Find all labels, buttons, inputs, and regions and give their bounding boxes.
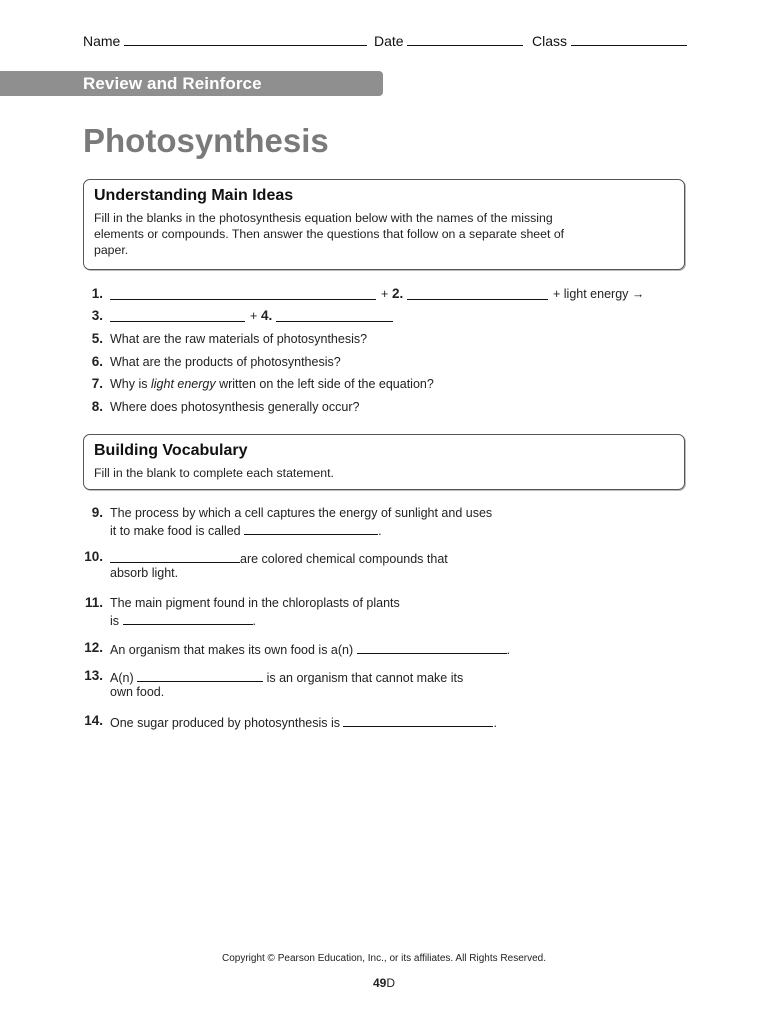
question-text-line-2 [110,521,540,539]
question-number: 9. [91,505,103,520]
question-text-part: are colored chemical compounds that [240,552,448,566]
plus-sign: + [250,309,258,323]
class-field [532,31,687,49]
vocab-item [0,549,768,583]
equation-blank-1[interactable] [110,286,376,300]
main-ideas-instructions: Fill in the blanks in the photosynthesis equation below with the names of the missing elements or compounds. Then answer the questions that follow on a separate sheet of paper. [94,211,565,257]
page-title: Photosynthesis [83,122,329,159]
answer-blank[interactable] [137,668,263,682]
question-number: 1. [91,286,103,301]
vocab-item [0,505,768,539]
question-item [0,376,768,394]
question-text: The process by which a cell captures the energy of sunlight and uses [110,506,493,520]
page-number-suffix: D [386,976,396,990]
answer-blank[interactable] [357,640,507,654]
question-number: 11. [84,595,103,610]
question-number: 4. [261,308,273,323]
vocabulary-instructions: Fill in the blank to complete each statement. [94,466,334,480]
question-number: 8. [91,399,103,414]
question-text-line-2 [110,611,540,629]
period: . [506,643,511,657]
question-text: Where does photosynthesis generally occur? [110,400,360,414]
question-text-line-2: own food. [110,685,165,699]
question-number: 14. [84,713,103,728]
name-label: Name [83,33,121,49]
answer-blank[interactable] [343,713,493,727]
vocab-item [0,713,768,731]
question-number: 2. [392,286,404,301]
question-text-part: An organism that makes its own food is a(n) [110,643,354,657]
question-text-part: is [110,614,120,628]
name-blank[interactable] [124,31,367,46]
period: . [378,524,382,538]
question-number: 7. [91,376,103,391]
question-text-part: Why is [110,377,151,391]
question-item [0,354,768,372]
question-number: 12. [84,640,103,655]
vocabulary-heading: Building Vocabulary [94,442,248,459]
answer-blank[interactable] [244,521,378,535]
equation-blank-2[interactable] [407,286,548,300]
question-number: 5. [91,331,103,346]
question-text [110,376,540,392]
question-text [110,640,610,658]
equation-blank-4[interactable] [276,308,393,322]
question-number: 6. [91,354,103,369]
question-text-part: A(n) [110,671,134,685]
question-item [0,331,768,349]
equation-line-1 [0,286,768,304]
name-field [83,31,367,49]
light-energy-term: + light energy → [553,287,645,301]
answer-blank[interactable] [110,549,240,563]
vocabulary-box [83,434,685,490]
question-number: 10. [84,549,103,564]
question-text-part: One sugar produced by photosynthesis is [110,716,340,730]
main-ideas-box [83,179,685,270]
main-ideas-heading: Understanding Main Ideas [94,187,294,204]
page-number-value: 49 [372,976,387,990]
vocab-item [0,668,768,702]
copyright-notice: Copyright © Pearson Education, Inc., or its affiliates. All Rights Reserved. [221,953,546,964]
question-text: The main pigment found in the chloroplasts of plants [110,596,400,610]
question-number: 3. [91,308,103,323]
question-text [110,713,610,731]
banner-label: Review and Reinforce [83,74,262,93]
equation-blank-3[interactable] [110,308,245,322]
question-item [0,399,768,417]
question-number: 13. [84,668,103,683]
question-text: What are the raw materials of photosynthesis? [110,332,368,346]
plus-sign: + [381,287,389,301]
equation-line-2 [0,308,768,326]
page-number [0,976,768,990]
question-text-part: written on the left side of the equation? [215,377,434,391]
vocab-item [0,595,768,629]
period: . [252,614,256,628]
date-label: Date [374,33,404,49]
class-blank[interactable] [571,31,687,46]
question-text-part: is an organism that cannot make its [266,671,464,685]
vocab-item [0,640,768,658]
date-field [374,31,523,49]
question-text-line-2: absorb light. [110,566,179,580]
question-text: What are the products of photosynthesis? [110,355,341,369]
emphasized-term: light energy [150,377,216,391]
class-label: Class [532,33,568,49]
date-blank[interactable] [407,31,523,46]
period: . [493,716,497,730]
question-text-part: it to make food is called [110,524,241,538]
answer-blank[interactable] [123,611,253,625]
section-banner [0,71,383,96]
